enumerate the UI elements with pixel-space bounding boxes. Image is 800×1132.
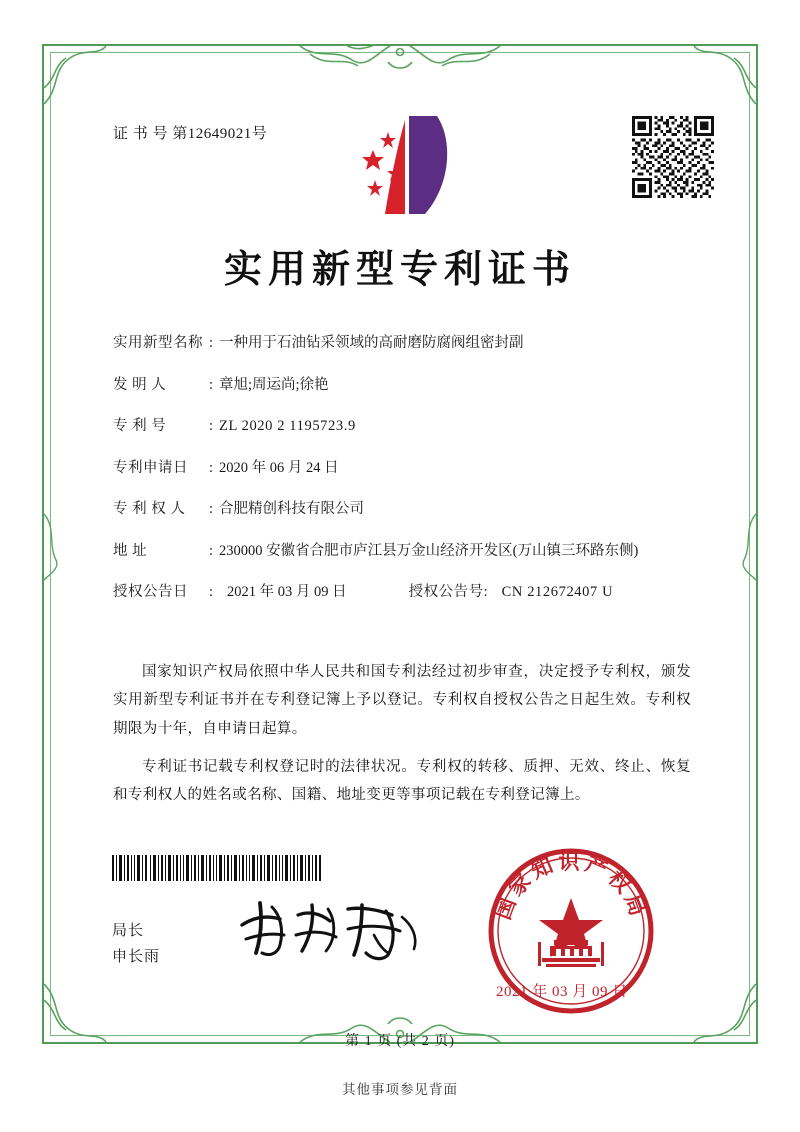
field-row-patentee [113,496,703,524]
cnipa-logo-icon [355,110,455,220]
field-value-inventor: 章旭;周运尚;徐艳 [219,376,329,393]
legal-text [113,658,691,819]
certificate-number: 证 书 号 第12649021号 [113,126,268,142]
field-label-patent-number: 专 利 号 [113,418,167,435]
field-label-application-date: 专利申请日 [113,459,188,476]
field-value-announcement-date: 2021 年 03 月 09 日 [227,584,347,601]
field-value-patent-number: ZL 2020 2 1195723.9 [219,418,356,435]
field-value-announcement-number: CN 212672407 U [501,584,614,601]
handwritten-signature-icon [236,895,426,965]
field-value-patentee: 合肥精创科技有限公司 [219,501,364,518]
barcode-icon [112,855,322,881]
legal-paragraph-1: 国家知识产权局依照中华人民共和国专利法经过初步审查，决定授予专利权，颁发实用新型专利证书并在专利登记簿上予以登记。专利权自授权公告之日起生效。专利权期限为十年，自申请日起算。 [113,664,691,737]
seal-text: 国家知识产权局 [490,850,652,923]
field-colon: : [209,542,214,559]
field-label-announcement-number: 授权公告号 [408,584,484,601]
field-value-name: 一种用于石油钻采领域的高耐磨防腐阀组密封副 [219,335,524,351]
footnote: 其他事项参见背面 [342,1082,458,1097]
field-colon: : [209,584,214,601]
field-colon: : [483,584,488,601]
field-row-announcement [113,579,703,607]
field-label-patentee: 专 利 权 人 [113,501,186,518]
field-label-inventor: 发 明 人 [113,376,167,393]
field-row-address [113,538,703,566]
field-list [113,330,703,621]
field-colon: : [209,335,214,351]
director-name: 申长雨 [112,949,161,966]
legal-paragraph-2: 专利证书记载专利权登记时的法律状况。专利权的转移、质押、无效、终止、恢复和专利权人的姓名或名称、国籍、地址变更等事项记载在专利登记簿上。 [113,758,691,804]
field-colon: : [209,501,214,518]
field-value-application-date: 2020 年 06 月 24 日 [219,459,339,476]
director-title: 局长 [112,923,145,939]
field-colon: : [209,418,214,435]
director-block [112,918,160,971]
field-row-name [113,330,703,358]
field-row-application-date [113,455,703,483]
qr-code-icon [632,116,714,198]
field-label-name: 实用新型名称 [113,335,203,351]
page-number: 第 1 页 (共 2 页) [345,1034,455,1049]
field-row-patent-number [113,413,703,441]
field-label-address: 地 址 [113,542,148,559]
field-row-inventor [113,372,703,400]
field-colon: : [209,376,214,393]
page-title: 实用新型专利证书 [223,249,576,291]
field-value-address: 230000 安徽省合肥市庐江县万金山经济开发区(万山镇三环路东侧) [219,542,639,559]
seal-date: 2021 年 03 月 09 日 [496,984,628,1000]
field-colon: : [209,459,214,476]
field-label-announcement-date: 授权公告日 [113,584,188,601]
